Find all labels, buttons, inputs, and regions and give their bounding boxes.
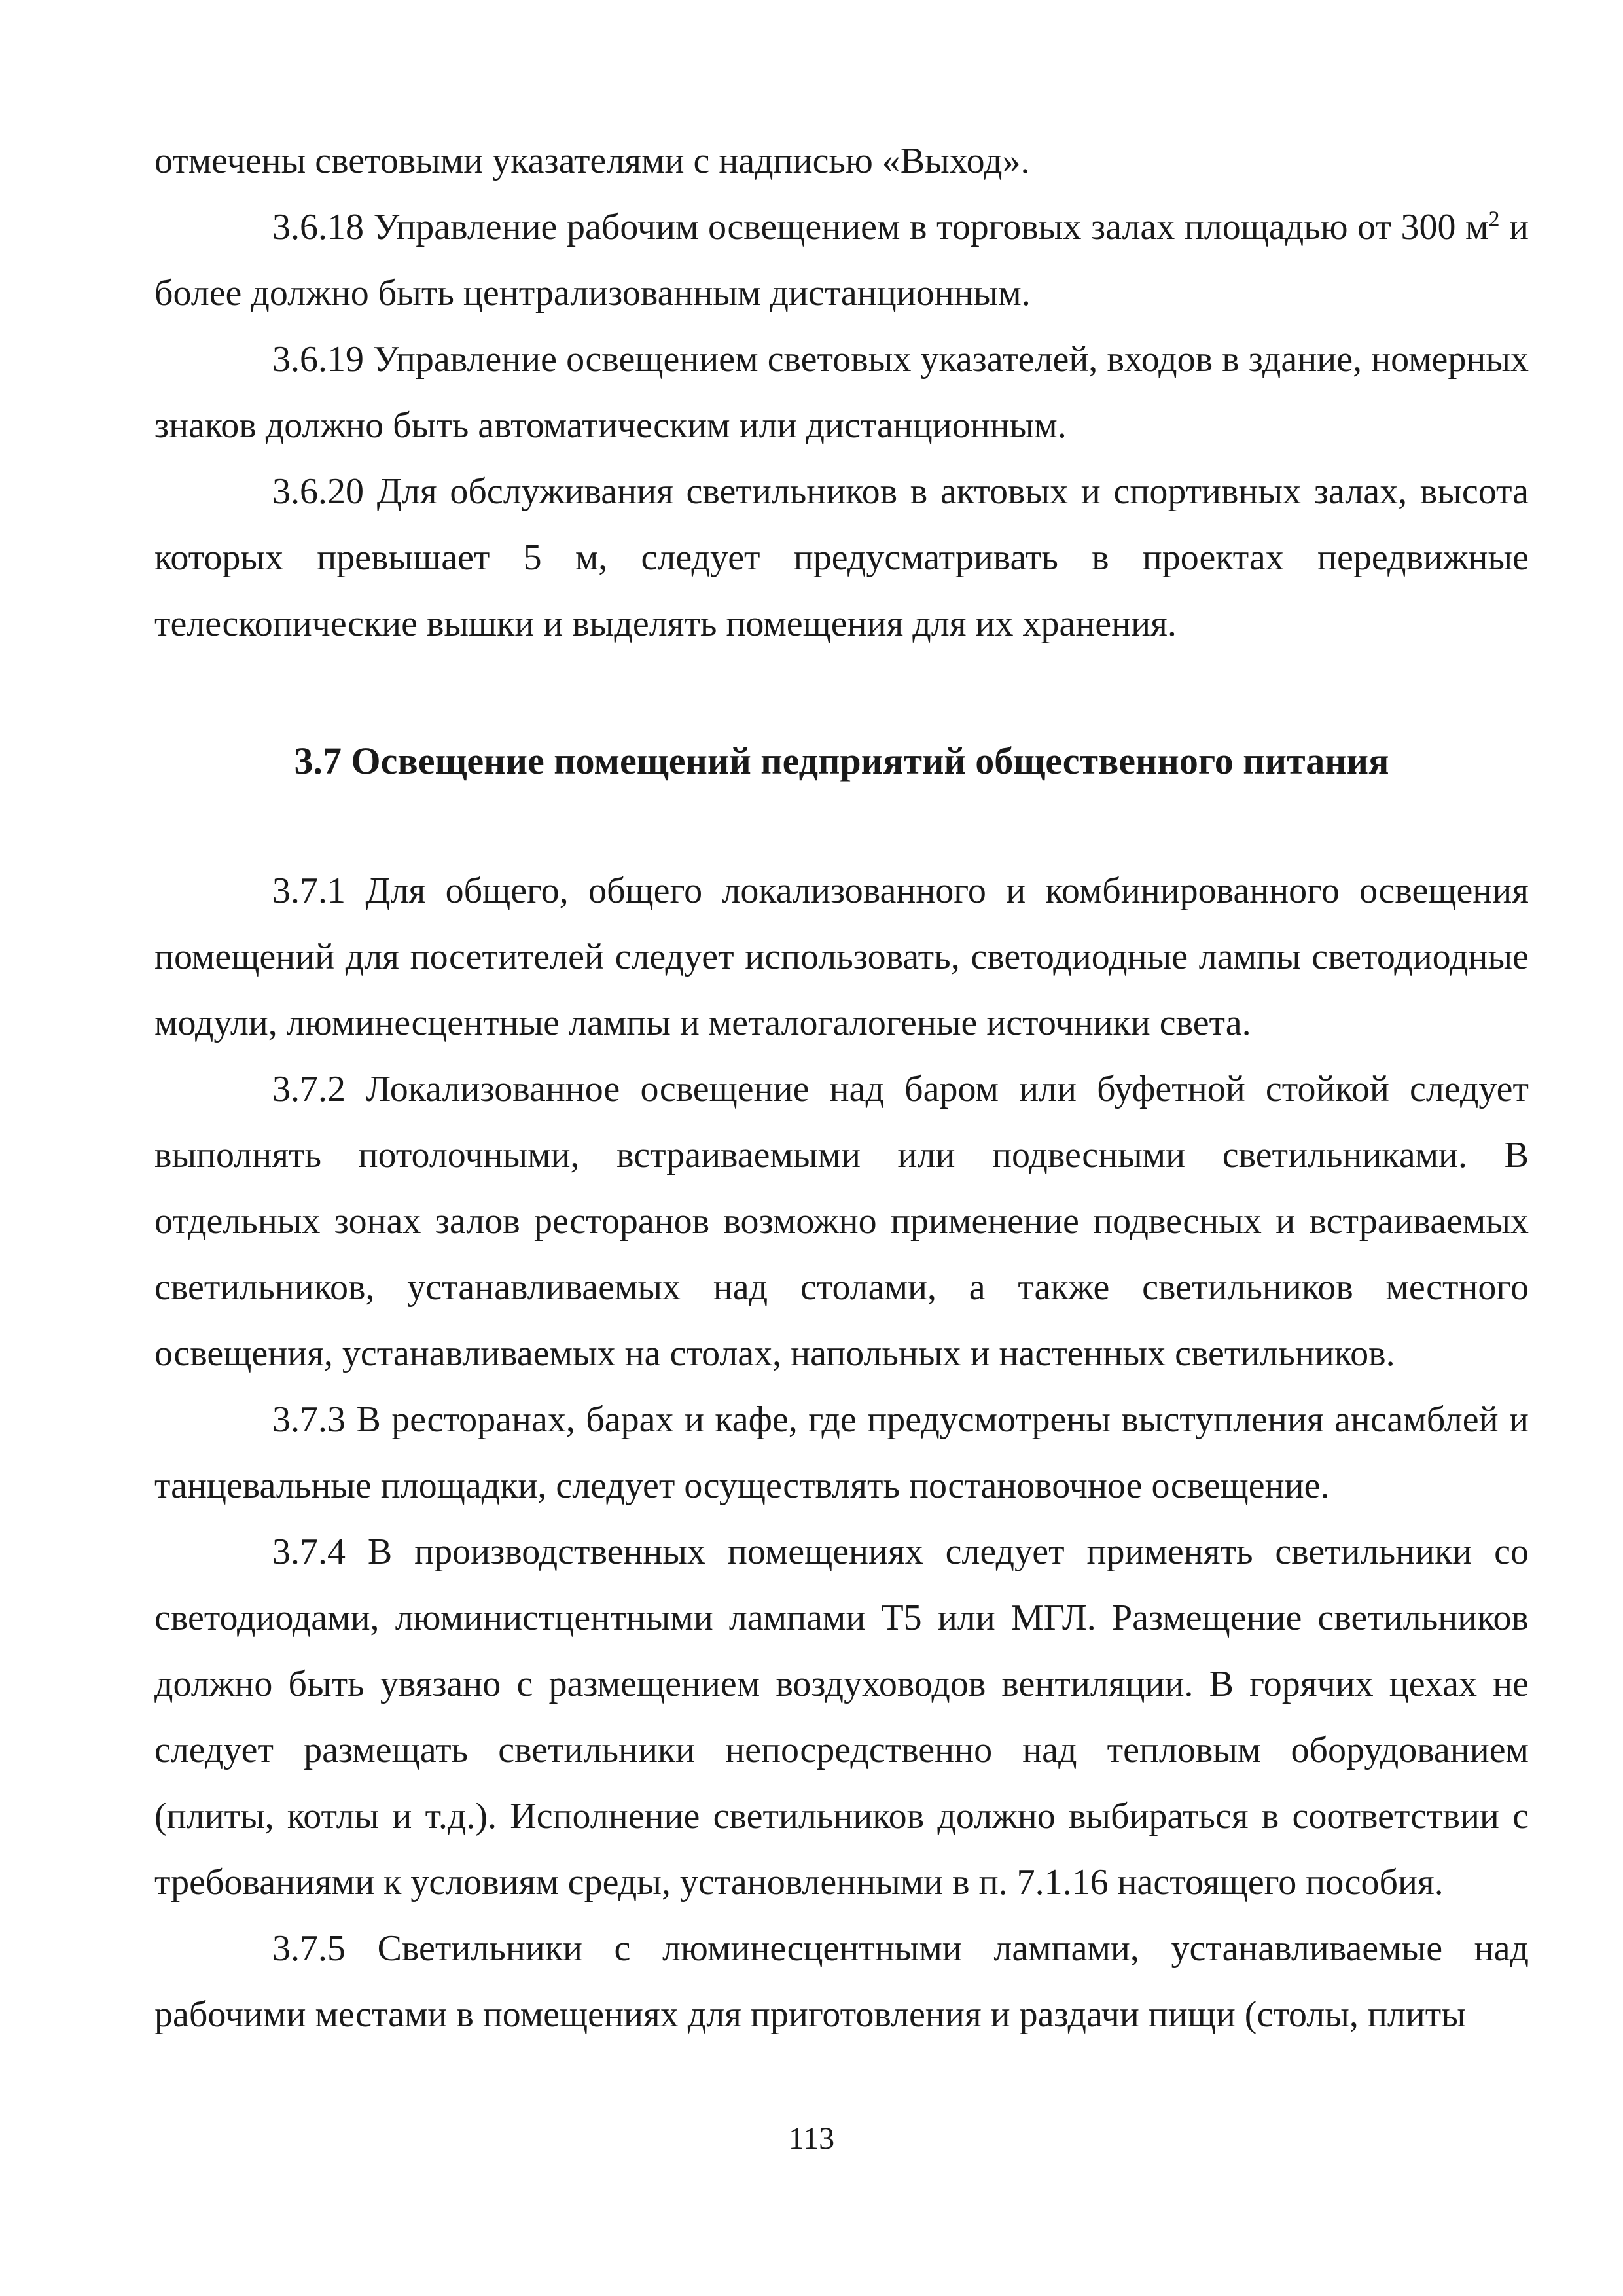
paragraph-3-7-3: 3.7.3 В ресторанах, барах и кафе, где предусмотрены выступления ансамблей и танцевальные площадки, следует осуществлять постановочное освещение.	[154, 1399, 1529, 1506]
document-page	[154, 128, 1529, 2048]
paragraph-3-6-18	[154, 194, 1529, 327]
paragraph-3-7-1: 3.7.1 Для общего, общего локализованного и комбинированного освещения помещений для посетителей следует использовать, светодиодные лампы светодиодные модули, люминесцентные лампы и металогалогеные источники света.	[154, 870, 1529, 1043]
paragraph-3-6-19: 3.6.19 Управление освещением световых указателей, входов в здание, номерных знаков должно быть автоматическим или дистанционным.	[154, 339, 1529, 446]
paragraph-3-6-18-text-end: и более должно быть централизованным дистанционным.	[154, 207, 1529, 314]
paragraph-3-7-5: 3.7.5 Светильники с люминесцентными лампами, устанавливаемые над рабочими местами в помещениях для приготовления и раздачи пищи (столы, плиты	[154, 1928, 1529, 2035]
paragraph-continuation: отмечены световыми указателями с надписью «Выход».	[154, 141, 1030, 181]
superscript-squared: 2	[1488, 207, 1500, 232]
paragraph-3-6-20: 3.6.20 Для обслуживания светильников в актовых и спортивных залах, высота которых превышает 5 м, следует предусматривать в проектах передвижные телескопические вышки и выделять помещения для их хранения.	[154, 471, 1529, 644]
paragraph-3-7-4: 3.7.4 В производственных помещениях следует применять светильники со светодиодами, люминистцентными лампами Т5 или МГЛ. Размещение светильников должно быть увязано с размещением воздуховодов вентиляции. В горячих цехах не следует размещать светильники непосредственно над тепловым оборудованием (плиты, котлы и т.д.). Исполнение светильников должно выбираться в соответствии с требованиями к условиям среды, установленными в п. 7.1.16 настоящего пособия.	[154, 1532, 1529, 1903]
paragraph-3-6-18-text: 3.6.18 Управление рабочим освещением в торговых залах площадью от 300 м	[272, 207, 1489, 247]
paragraph-3-7-2: 3.7.2 Локализованное освещение над баром или буфетной стойкой следует выполнять потолочными, встраиваемыми или подвесными светильниками. В отдельных зонах залов ресторанов возможно применение подвесных и встраиваемых светильников, устанавливаемых над столами, а также светильников местного освещения, устанавливаемых на столах, напольных и настенных светильников.	[154, 1069, 1529, 1374]
page-number: 113	[788, 2121, 835, 2156]
section-heading-3-7: 3.7 Освещение помещений педприятий общественного питания	[294, 740, 1389, 782]
